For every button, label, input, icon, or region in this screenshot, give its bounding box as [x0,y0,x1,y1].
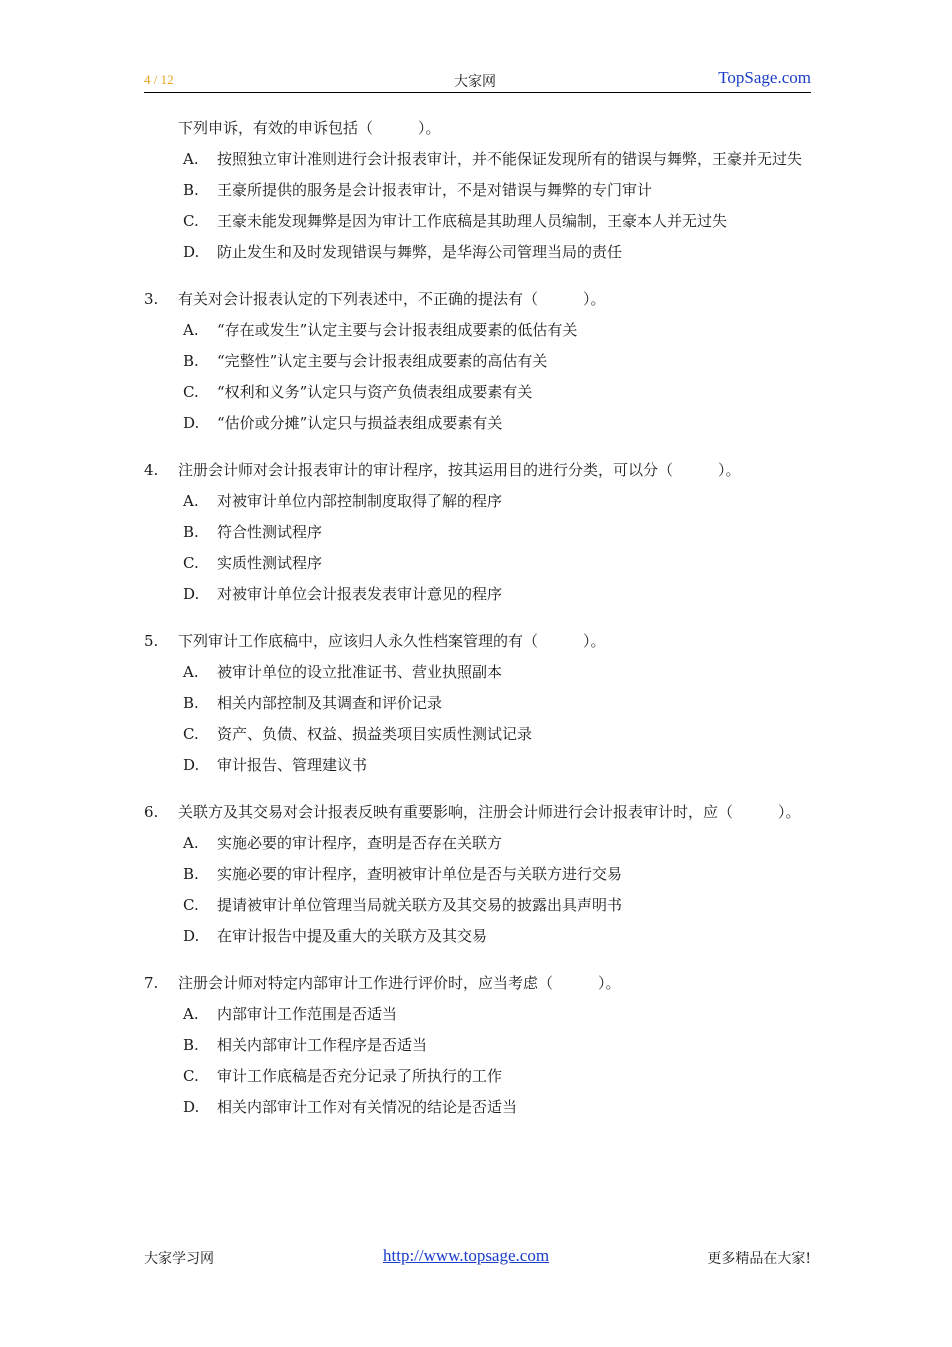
option-letter: D. [183,585,200,603]
option-letter: C. [183,725,199,743]
option-text: 实施必要的审计程序，查明被审计单位是否与关联方进行交易 [217,865,623,883]
question-number: 6. [144,803,159,821]
option-letter: A. [183,1005,199,1023]
option-letter: B. [183,1036,199,1054]
question-number: 7. [144,974,159,992]
question-text [144,800,811,824]
option-c [144,1064,811,1088]
option-letter: B. [183,865,199,883]
option-letter: C. [183,554,199,572]
option-letter: D. [183,756,200,774]
option-text: 在审计报告中提及重大的关联方及其交易 [217,927,488,945]
option-text: 被审计单位的设立批准证书、营业执照副本 [217,663,503,681]
option-text: 按照独立审计准则进行会计报表审计，并不能保证发现所有的错误与舞弊，王豪并无过失 [217,150,803,168]
option-text: “完整性”认定主要与会计报表组成要素的高估有关 [217,352,548,370]
option-text: 对被审计单位内部控制制度取得了解的程序 [217,492,503,510]
option-letter: C. [183,212,199,230]
question-7 [144,971,811,1119]
option-b [144,1033,811,1057]
option-letter: B. [183,181,199,199]
option-b [144,862,811,886]
option-d [144,240,811,264]
option-d [144,411,811,435]
option-c [144,551,811,575]
question-list [144,116,811,1142]
option-letter: B. [183,694,199,712]
question-number: 3. [144,290,159,308]
option-text: “存在或发生”认定主要与会计报表组成要素的低估有关 [217,321,578,339]
question-3 [144,287,811,435]
option-c [144,722,811,746]
question-stem: 下列申诉，有效的申诉包括（ ）。 [178,119,441,137]
option-b [144,520,811,544]
question-5 [144,629,811,777]
option-d [144,1095,811,1119]
option-a [144,660,811,684]
option-letter: A. [183,150,199,168]
option-a [144,831,811,855]
question-text [144,287,811,311]
option-text: 审计报告、管理建议书 [217,756,368,774]
option-c [144,893,811,917]
option-letter: B. [183,352,199,370]
option-d [144,753,811,777]
option-text: “权利和义务”认定只与资产负债表组成要素有关 [217,383,533,401]
option-b [144,691,811,715]
option-letter: D. [183,1098,200,1116]
option-letter: D. [183,414,200,432]
question-stem: 注册会计师对会计报表审计的审计程序，按其运用目的进行分类，可以分（ ）。 [178,461,741,479]
option-letter: B. [183,523,199,541]
option-letter: A. [183,663,199,681]
option-text: 王豪未能发现舞弊是因为审计工作底稿是其助理人员编制，王豪本人并无过失 [217,212,728,230]
option-b [144,178,811,202]
option-text: 防止发生和及时发现错误与舞弊，是华海公司管理当局的责任 [217,243,623,261]
option-text: 实质性测试程序 [217,554,323,572]
option-text: 相关内部控制及其调查和评价记录 [217,694,443,712]
question-6 [144,800,811,948]
option-text: 提请被审计单位管理当局就关联方及其交易的披露出具声明书 [217,896,623,914]
option-a [144,489,811,513]
option-text: “估价或分摊”认定只与损益表组成要素有关 [217,414,503,432]
option-text: 实施必要的审计程序，查明是否存在关联方 [217,834,503,852]
question-stem: 关联方及其交易对会计报表反映有重要影响，注册会计师进行会计报表审计时，应（ ）。 [178,803,801,821]
option-b [144,349,811,373]
question-text [144,458,811,482]
question-number: 5. [144,632,159,650]
option-letter: A. [183,492,199,510]
header-site-link[interactable]: TopSage.com [718,68,811,87]
question-number: 4. [144,461,159,479]
option-text: 资产、负债、权益、损益类项目实质性测试记录 [217,725,533,743]
option-text: 相关内部审计工作程序是否适当 [217,1036,428,1054]
question-text [144,971,811,995]
option-letter: C. [183,1067,199,1085]
option-c [144,380,811,404]
page-footer [144,1246,811,1268]
question-text [144,629,811,653]
option-letter: D. [183,927,200,945]
option-text: 相关内部审计工作对有关情况的结论是否适当 [217,1098,518,1116]
option-a [144,1002,811,1026]
option-letter: A. [183,321,199,339]
question-text [144,116,811,140]
question-stem: 注册会计师对特定内部审计工作进行评价时，应当考虑（ ）。 [178,974,621,992]
option-a [144,147,811,171]
option-text: 符合性测试程序 [217,523,323,541]
option-text: 对被审计单位会计报表发表审计意见的程序 [217,585,503,603]
option-text: 王豪所提供的服务是会计报表审计，不是对错误与舞弊的专门审计 [217,181,653,199]
footer-link[interactable]: http://www.topsage.com [383,1246,550,1265]
page-header [144,68,811,93]
option-letter: D. [183,243,200,261]
option-d [144,582,811,606]
option-d [144,924,811,948]
question-4 [144,458,811,606]
option-c [144,209,811,233]
option-letter: C. [183,896,199,914]
option-letter: C. [183,383,199,401]
header-title: 大家网 [454,74,496,90]
question-2-continued [144,116,811,264]
question-stem: 有关对会计报表认定的下列表述中，不正确的提法有（ ）。 [178,290,606,308]
footer-slogan: 更多精品在大家! [707,1251,811,1267]
option-a [144,318,811,342]
option-text: 内部审计工作范围是否适当 [217,1005,398,1023]
option-letter: A. [183,834,199,852]
page-indicator: 4 / 12 [144,72,174,87]
footer-site-name: 大家学习网 [144,1251,214,1267]
question-stem: 下列审计工作底稿中，应该归人永久性档案管理的有（ ）。 [178,632,606,650]
option-text: 审计工作底稿是否充分记录了所执行的工作 [217,1067,503,1085]
